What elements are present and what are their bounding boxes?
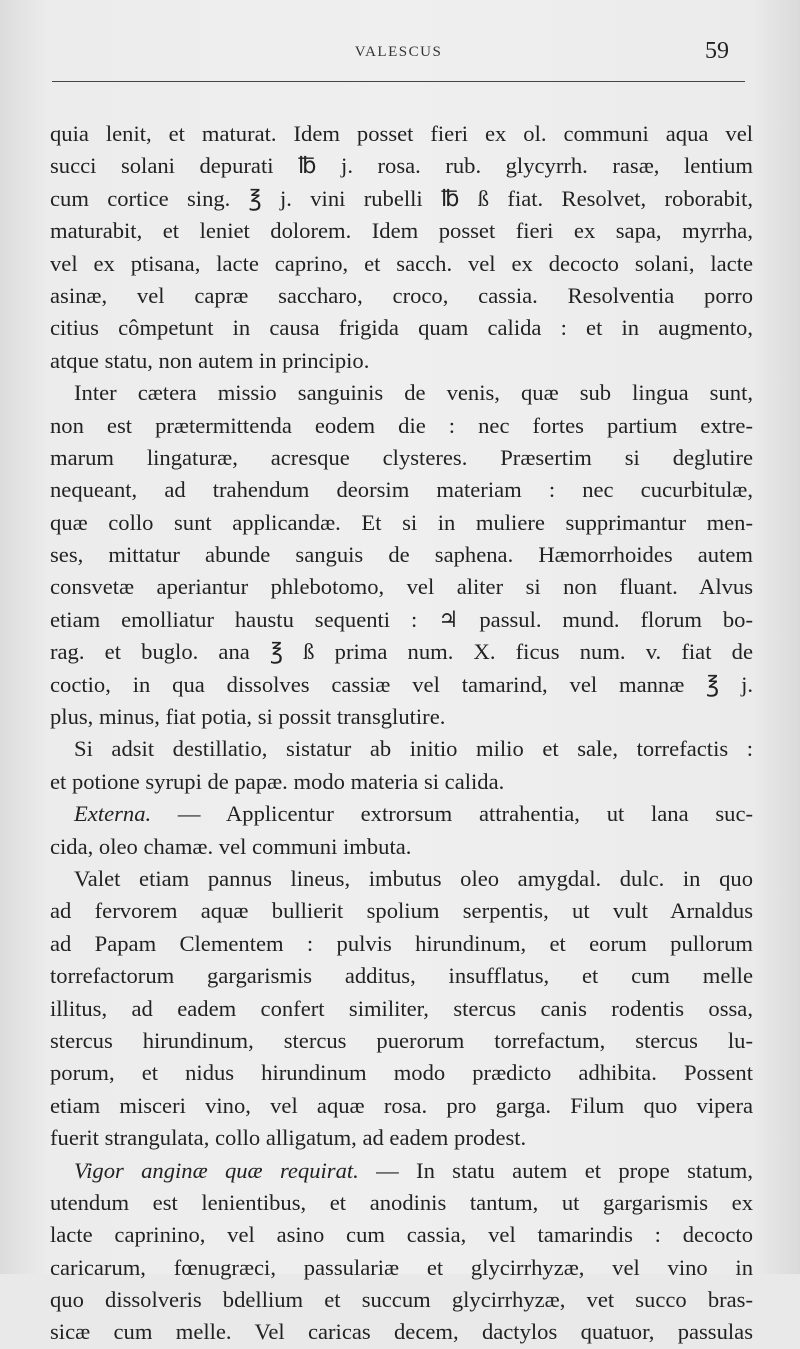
paragraph: [50, 863, 753, 1155]
running-head: [52, 36, 745, 66]
section-lead: Vigor anginæ quæ requirat.: [74, 1157, 359, 1183]
text-line: illitus, ad eadem confert similiter, stercus canis rodentis ossa,: [50, 995, 753, 1021]
text-line: utendum est lenientibus, et anodinis tantum, ut gargarismis ex: [50, 1189, 753, 1215]
header-rule: [52, 81, 745, 82]
text-line: vel ex ptisana, lacte caprino, et sacch. vel ex decocto solani, lacte: [50, 250, 753, 276]
text-line: porum, et nidus hirundinum modo prædicto adhibita. Possent: [50, 1060, 753, 1086]
section-lead: Externa.: [74, 801, 152, 827]
text-line: non est prætermittenda eodem die : nec fortes partium extre-: [50, 412, 753, 438]
paragraph: [50, 1155, 753, 1349]
text-line: quæ collo sunt applicandæ. Et si in muliere supprimantur men-: [50, 509, 753, 535]
text-line: ad Papam Clementem : pulvis hirundinum, et eorum pullorum: [50, 930, 753, 956]
text-line: citius cômpetunt in causa frigida quam calida : et in augmento,: [50, 315, 753, 341]
text-line: cida, oleo chamæ. vel communi imbuta.: [50, 833, 412, 859]
text-line: [50, 1155, 753, 1187]
text-line: coctio, in qua dissolves cassiæ vel tamarind, vel mannæ ℥ j.: [50, 671, 753, 697]
text-line: ad fervorem aquæ bullierit spolium serpentis, ut vult Arnaldus: [50, 898, 753, 924]
text-line: quo dissolveris bdellium et succum glycirrhyzæ, vet succo bras-: [50, 1287, 753, 1313]
paragraph: [50, 118, 753, 377]
paragraph: [50, 733, 753, 798]
text-line: maturabit, et leniet dolorem. Idem posset fieri ex sapa, myrrha,: [50, 218, 753, 244]
text-line: quia lenit, et maturat. Idem posset fieri ex ol. communi aqua vel: [50, 121, 753, 146]
text-line: fuerit strangulata, collo alligatum, ad eadem prodest.: [50, 1125, 527, 1151]
text-line: caricarum, fœnugræci, passulariæ et glycirrhyzæ, vel vino in: [50, 1254, 753, 1280]
text-line: [50, 798, 753, 830]
text-line: cum cortice sing. ℥ j. vini rubelli ℔ ß fiat. Resolvet, roborabit,: [50, 185, 753, 211]
text-line: marum lingaturæ, acresque clysteres. Præsertim si deglutire: [50, 444, 753, 470]
text-line: ses, mittatur abunde sanguis de saphena. Hæmorrhoides autem: [50, 542, 753, 568]
text-line: rag. et buglo. ana ℥ ß prima num. X. ficus num. v. fiat de: [50, 639, 753, 665]
text-line: sicæ cum melle. Vel caricas decem, dactylos quatuor, passulas: [50, 1319, 753, 1345]
text-line: nequeant, ad trahendum deorsim materiam : nec cucurbitulæ,: [50, 477, 753, 503]
paragraph: [50, 798, 753, 863]
text-line: etiam emolliatur haustu sequenti : ♃ passul. mund. florum bo-: [50, 606, 753, 632]
text-line: stercus hirundinum, stercus puerorum torrefactum, stercus lu-: [50, 1027, 753, 1053]
text-line: et potione syrupi de papæ. modo materia si calida.: [50, 768, 505, 794]
text-line: lacte caprinino, vel asino cum cassia, vel tamarindis : decocto: [50, 1222, 753, 1248]
body-text: [50, 118, 753, 1349]
text-line: Si adsit destillatio, sistatur ab initio milio et sale, torrefactis :: [74, 736, 753, 762]
text-line: plus, minus, fiat potia, si possit transglutire.: [50, 704, 446, 730]
text-line: succi solani depurati ℔ j. rosa. rub. glycyrrh. rasæ, lentium: [50, 153, 753, 179]
text-line: Inter cætera missio sanguinis de venis, quæ sub lingua sunt,: [74, 380, 753, 406]
text-line: Valet etiam pannus lineus, imbutus oleo amygdal. dulc. in quo: [74, 865, 753, 891]
text-line: atque statu, non autem in principio.: [50, 347, 370, 373]
text-line: etiam misceri vino, vel aquæ rosa. pro garga. Filum quo vipera: [50, 1092, 753, 1118]
text-line: asinæ, vel capræ saccharo, croco, cassia. Resolventia porro: [50, 282, 753, 308]
text-run: — Applicentur extrorsum attrahentia, ut lana suc-: [151, 801, 753, 827]
text-line: consvetæ aperiantur phlebotomo, vel aliter si non fluant. Alvus: [50, 574, 753, 600]
text-run: — In statu autem et prope statum,: [358, 1157, 753, 1183]
text-line: torrefactorum gargarismis additus, insufflatus, et cum melle: [50, 963, 753, 989]
running-title: VALESCUS: [354, 44, 443, 60]
page-number: 59: [705, 38, 729, 64]
paragraph: [50, 377, 753, 733]
